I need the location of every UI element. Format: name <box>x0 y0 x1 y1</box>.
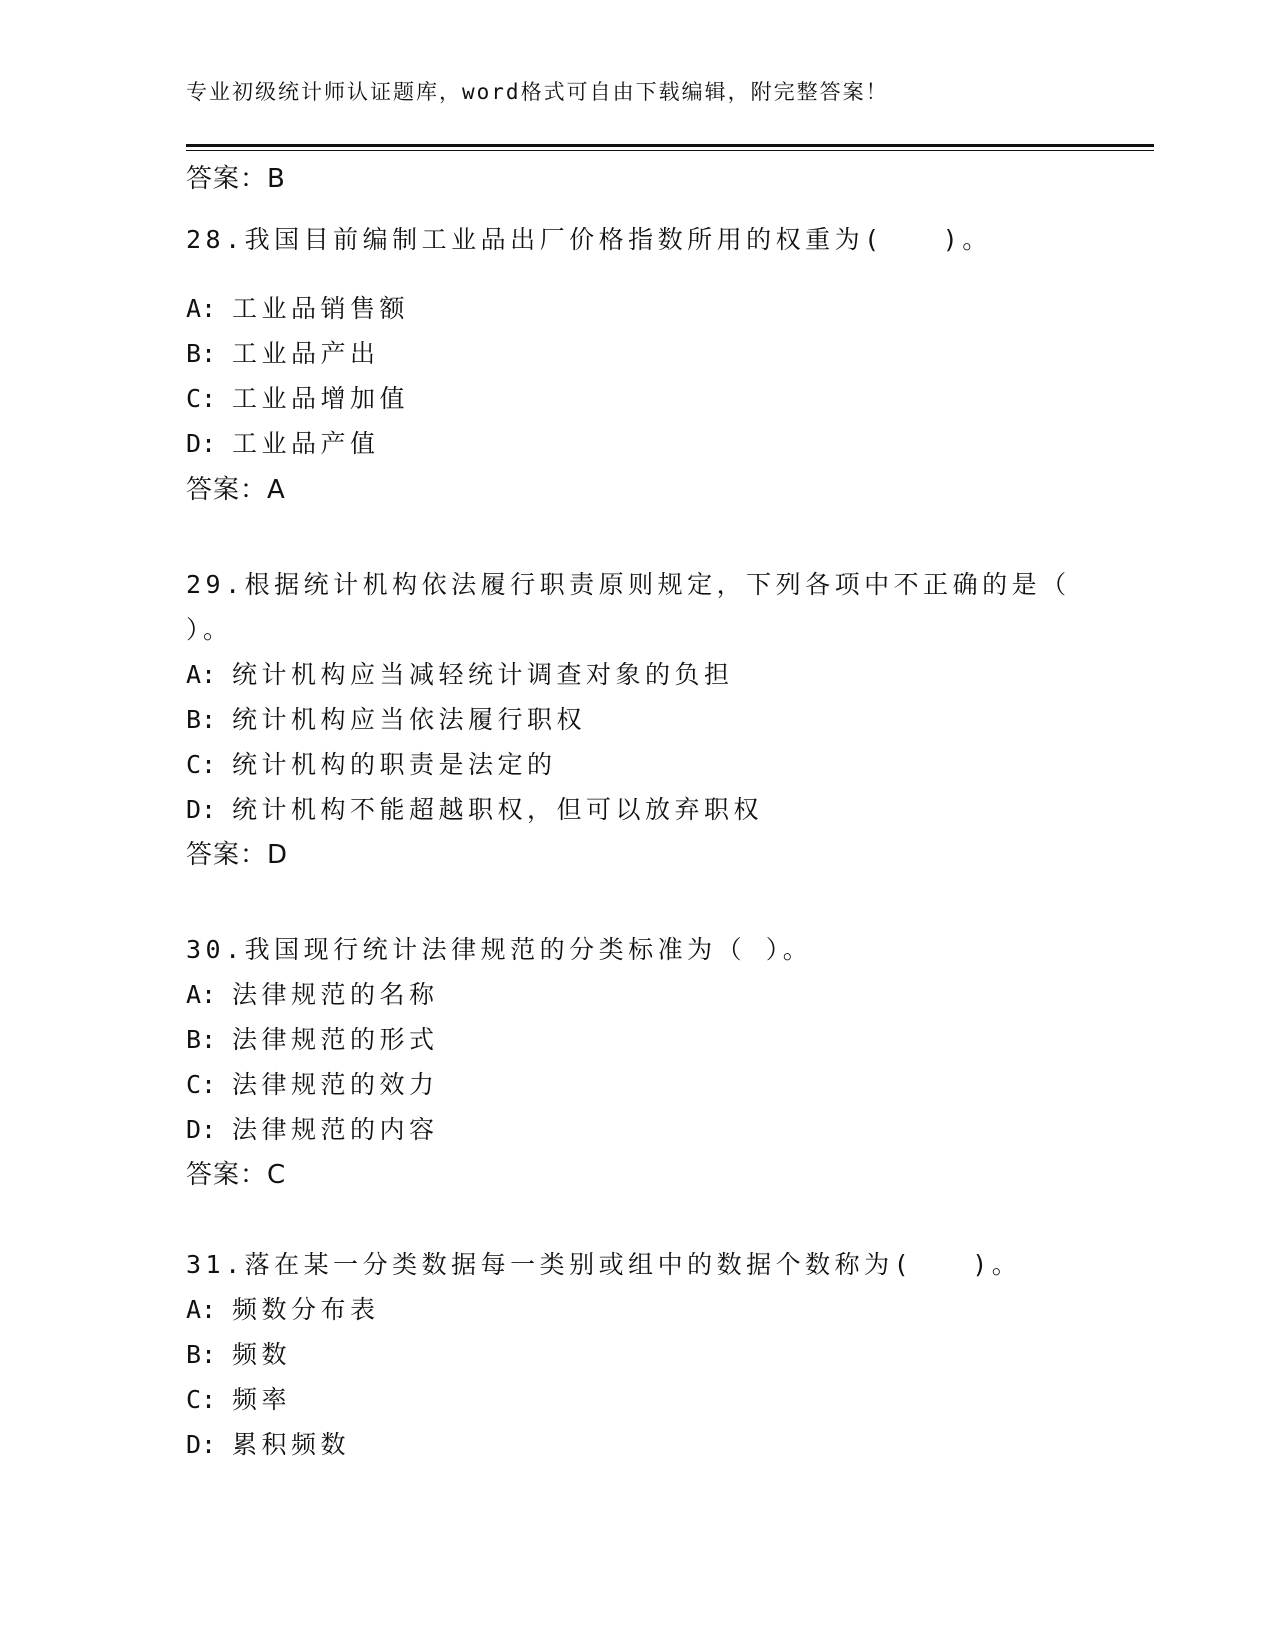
answer-label: 答案： <box>186 1160 268 1190</box>
answer-value: A <box>267 475 286 505</box>
option-letter: C: <box>186 1385 217 1414</box>
answer-value: D <box>267 840 289 870</box>
option-letter: D: <box>186 795 217 824</box>
answer-label: 答案： <box>186 840 268 870</box>
question-29-cont: ）。 <box>186 615 233 644</box>
option-d <box>186 429 380 459</box>
option-text: 频率 <box>232 1385 292 1414</box>
option-c <box>186 1385 291 1415</box>
option-text: 累积频数 <box>232 1430 351 1459</box>
option-c <box>186 750 557 780</box>
option-letter: D: <box>186 429 217 458</box>
option-letter: C: <box>186 750 217 779</box>
option-text: 工业品产出 <box>232 339 380 368</box>
option-d <box>186 1115 439 1145</box>
option-text: 频数分布表 <box>232 1295 380 1324</box>
option-a <box>186 1295 380 1325</box>
option-text: 工业品销售额 <box>232 294 410 323</box>
option-a <box>186 660 734 690</box>
answer-line <box>186 1160 286 1190</box>
option-text: 法律规范的内容 <box>232 1115 439 1144</box>
question-31: 31.落在某一分类数据每一类别或组中的数据个数称为( )。 <box>186 1250 1022 1279</box>
header-divider <box>186 144 1154 151</box>
option-letter: B: <box>186 1340 217 1369</box>
option-text: 法律规范的形式 <box>232 1025 439 1054</box>
option-letter: A: <box>186 294 217 323</box>
option-letter: A: <box>186 660 217 689</box>
option-c <box>186 1070 439 1100</box>
option-d <box>186 1430 350 1460</box>
option-text: 法律规范的效力 <box>232 1070 439 1099</box>
option-letter: A: <box>186 1295 217 1324</box>
option-text: 统计机构应当依法履行职权 <box>232 705 587 734</box>
option-a <box>186 294 409 324</box>
option-letter: C: <box>186 384 217 413</box>
page-header: 专业初级统计师认证题库，word格式可自由下载编辑，附完整答案！ <box>186 80 889 104</box>
question-28: 28.我国目前编制工业品出厂价格指数所用的权重为( )。 <box>186 225 992 254</box>
option-text: 统计机构不能超越职权，但可以放弃职权 <box>232 795 764 824</box>
option-b <box>186 1025 439 1055</box>
answer-line <box>186 840 288 870</box>
option-letter: B: <box>186 339 217 368</box>
answer-value: B <box>267 164 286 194</box>
question-29: 29.根据统计机构依法履行职责原则规定，下列各项中不正确的是（ <box>186 570 1071 599</box>
option-text: 工业品产值 <box>232 429 380 458</box>
answer-value: C <box>267 1160 287 1190</box>
option-letter: C: <box>186 1070 217 1099</box>
option-b <box>186 705 586 735</box>
option-text: 法律规范的名称 <box>232 980 439 1009</box>
answer-label: 答案： <box>186 164 268 194</box>
option-c <box>186 384 409 414</box>
option-text: 统计机构的职责是法定的 <box>232 750 557 779</box>
option-text: 工业品增加值 <box>232 384 410 413</box>
option-letter: B: <box>186 705 217 734</box>
option-a <box>186 980 439 1010</box>
answer-line <box>186 164 286 194</box>
option-text: 频数 <box>232 1340 292 1369</box>
question-30: 30.我国现行统计法律规范的分类标准为（ ）。 <box>186 935 813 964</box>
option-text: 统计机构应当减轻统计调查对象的负担 <box>232 660 734 689</box>
option-letter: D: <box>186 1115 217 1144</box>
option-letter: B: <box>186 1025 217 1054</box>
answer-line <box>186 475 286 505</box>
answer-label: 答案： <box>186 475 268 505</box>
option-b <box>186 1340 291 1370</box>
option-b <box>186 339 380 369</box>
option-letter: D: <box>186 1430 217 1459</box>
option-d <box>186 795 763 825</box>
option-letter: A: <box>186 980 217 1009</box>
